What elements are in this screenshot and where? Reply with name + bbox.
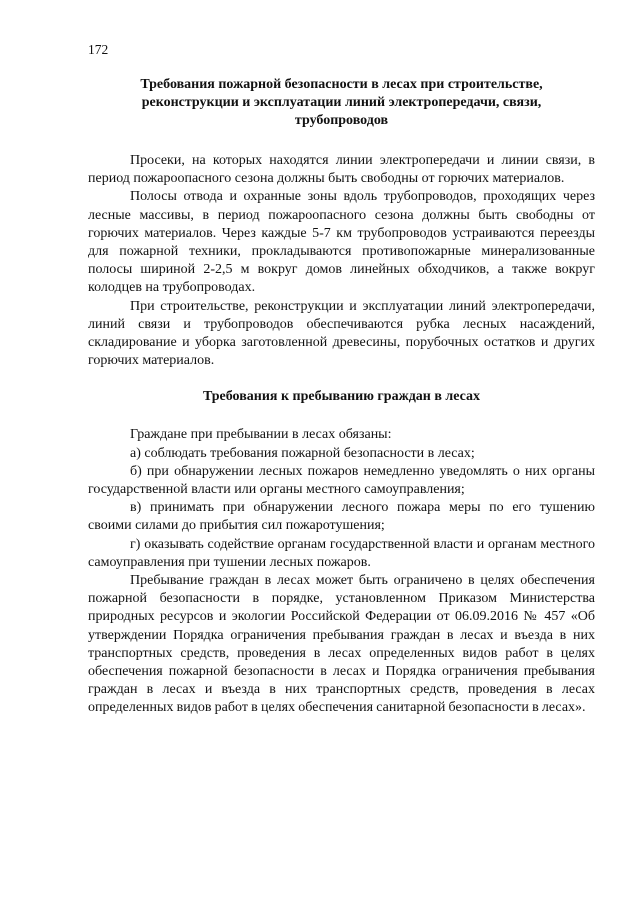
paragraph-pipelines: Полосы отвода и охранные зоны вдоль трубопроводов, проходящих через лесные массивы, в период пожароопасного сезона должны быть свободны от горючих материалов. Через каждые 5-7 км трубопроводов устраиваются переезды для пожарной техники, прокладываются противопожарные минерализованные полосы шириной 2-2,5 м вокруг домов линейных обходчиков, а также вокруг колодцев на трубопроводах. xyxy=(88,189,595,296)
paragraph-restriction-order: Пребывание граждан в лесах может быть ограничено в целях обеспечения пожарной безопасности в порядке, установленном Приказом Министерства природных ресурсов и экологии Российской Федерации от 06.09.2016 № 457 «Об утверждении Порядка ограничения пребывания граждан в лесах и въезда в них транспортных средств, проведения в лесах определенных видов работ в целях обеспечения пожарной безопасности в лесах и Порядка ограничения пребывания граждан в лесах и въезда в них транспортных средств, проведения в лесах определенных видов работ в целях обеспечения санитарной безопасности в лесах». xyxy=(88,573,595,716)
paragraph-construction: При строительстве, реконструкции и эксплуатации линий электропередачи, линий связи и трубопроводов обеспечиваются рубка лесных насаждений, складирование и уборка заготовленной древесины, порубочных остатков и других горючих материалов. xyxy=(88,298,595,369)
section-heading-power-lines: Требования пожарной безопасности в лесах при строительстве, реконструкции и эксплуатации линий электропередачи, связи, трубопроводов xyxy=(140,77,543,128)
page-number: 172 xyxy=(88,42,109,57)
list-item-v: в) принимать при обнаружении лесного пожара меры по его тушению своими силами до прибытия сил пожаротушения; xyxy=(88,500,595,534)
paragraph-clearings: Просеки, на которых находятся линии электропередачи и линии связи, в период пожароопасного сезона должны быть свободны от горючих материалов. xyxy=(88,153,595,187)
list-item-g: г) оказывать содействие органам государственной власти и органам местного самоуправления при тушении лесных пожаров. xyxy=(88,536,595,570)
page-content xyxy=(88,70,595,718)
list-item-a: а) соблюдать требования пожарной безопасности в лесах; xyxy=(130,445,475,461)
paragraph-obligations-intro: Граждане при пребывании в лесах обязаны: xyxy=(130,427,392,443)
section-heading-citizens: Требования к пребыванию граждан в лесах xyxy=(202,389,481,405)
list-item-b: б) при обнаружении лесных пожаров немедленно уведомлять о них органы государственной власти или органы местного самоуправления; xyxy=(88,463,595,498)
